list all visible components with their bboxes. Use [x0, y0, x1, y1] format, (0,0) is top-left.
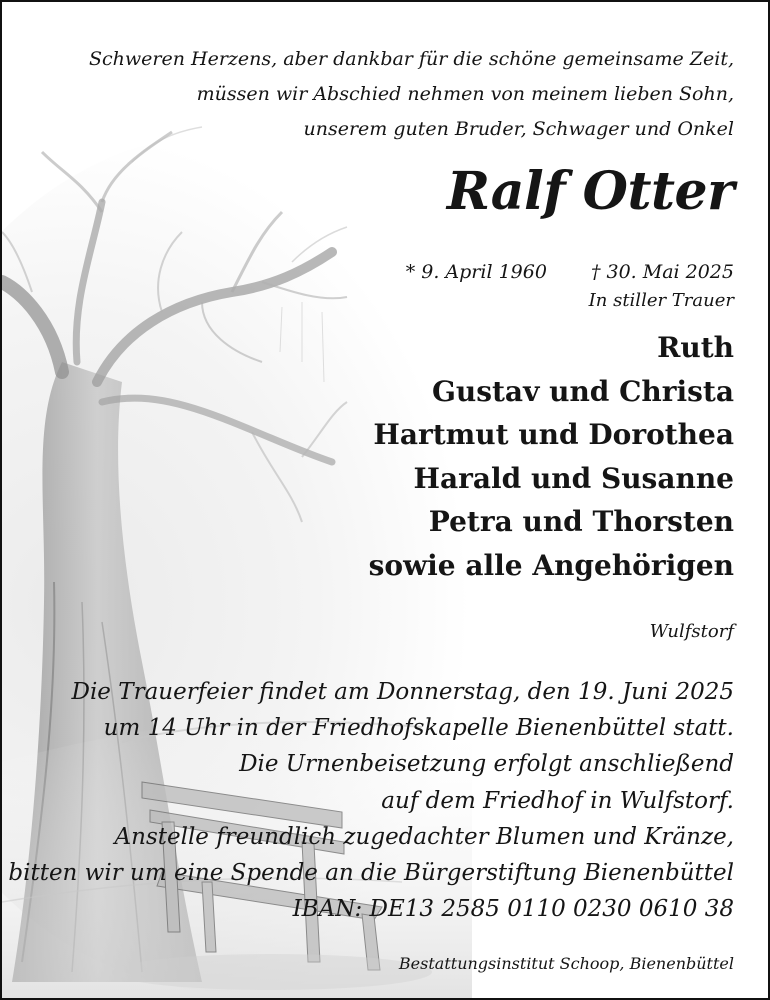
- intro-line: unserem guten Bruder, Schwager und Onkel: [303, 118, 734, 140]
- service-line: bitten wir um eine Spende an die Bürgerstiftung Bienenbüttel: [8, 860, 734, 887]
- deceased-name: Ralf Otter: [446, 161, 734, 222]
- family-member: Gustav und Christa: [431, 374, 734, 408]
- service-line: auf dem Friedhof in Wulfstorf.: [381, 787, 734, 814]
- mourning-label: In stiller Trauer: [588, 290, 734, 311]
- life-dates: [406, 258, 734, 286]
- intro-line: Schweren Herzens, aber dankbar für die schöne gemeinsame Zeit,: [89, 48, 734, 70]
- family-member: Hartmut und Dorothea: [373, 418, 734, 451]
- family-member: Harald und Susanne: [413, 461, 734, 495]
- intro-line: müssen wir Abschied nehmen von meinem lieben Sohn,: [196, 83, 734, 105]
- family-member: Ruth: [657, 331, 734, 364]
- service-details: [8, 674, 734, 927]
- service-line: Die Urnenbeisetzung erfolgt anschließend: [239, 751, 734, 778]
- birth-date: * 9. April 1960: [405, 261, 547, 283]
- service-line: um 14 Uhr in der Friedhofskapelle Bienenbüttel statt.: [103, 715, 734, 742]
- family-member: Petra und Thorsten: [428, 505, 734, 538]
- undertaker-credit: Bestattungsinstitut Schoop, Bienenbüttel: [398, 954, 734, 973]
- place-name: Wulfstorf: [649, 621, 734, 642]
- iban-line: IBAN: DE13 2585 0110 0230 0610 38: [292, 896, 734, 923]
- service-line: Die Trauerfeier findet am Donnerstag, den 19. Juni 2025: [71, 679, 734, 705]
- family-member: sowie alle Angehörigen: [368, 548, 734, 582]
- service-line: Anstelle freundlich zugedachter Blumen und Kränze,: [114, 823, 734, 850]
- death-date: † 30. Mai 2025: [590, 261, 734, 283]
- family-list: [369, 326, 734, 587]
- intro-text: [89, 42, 734, 147]
